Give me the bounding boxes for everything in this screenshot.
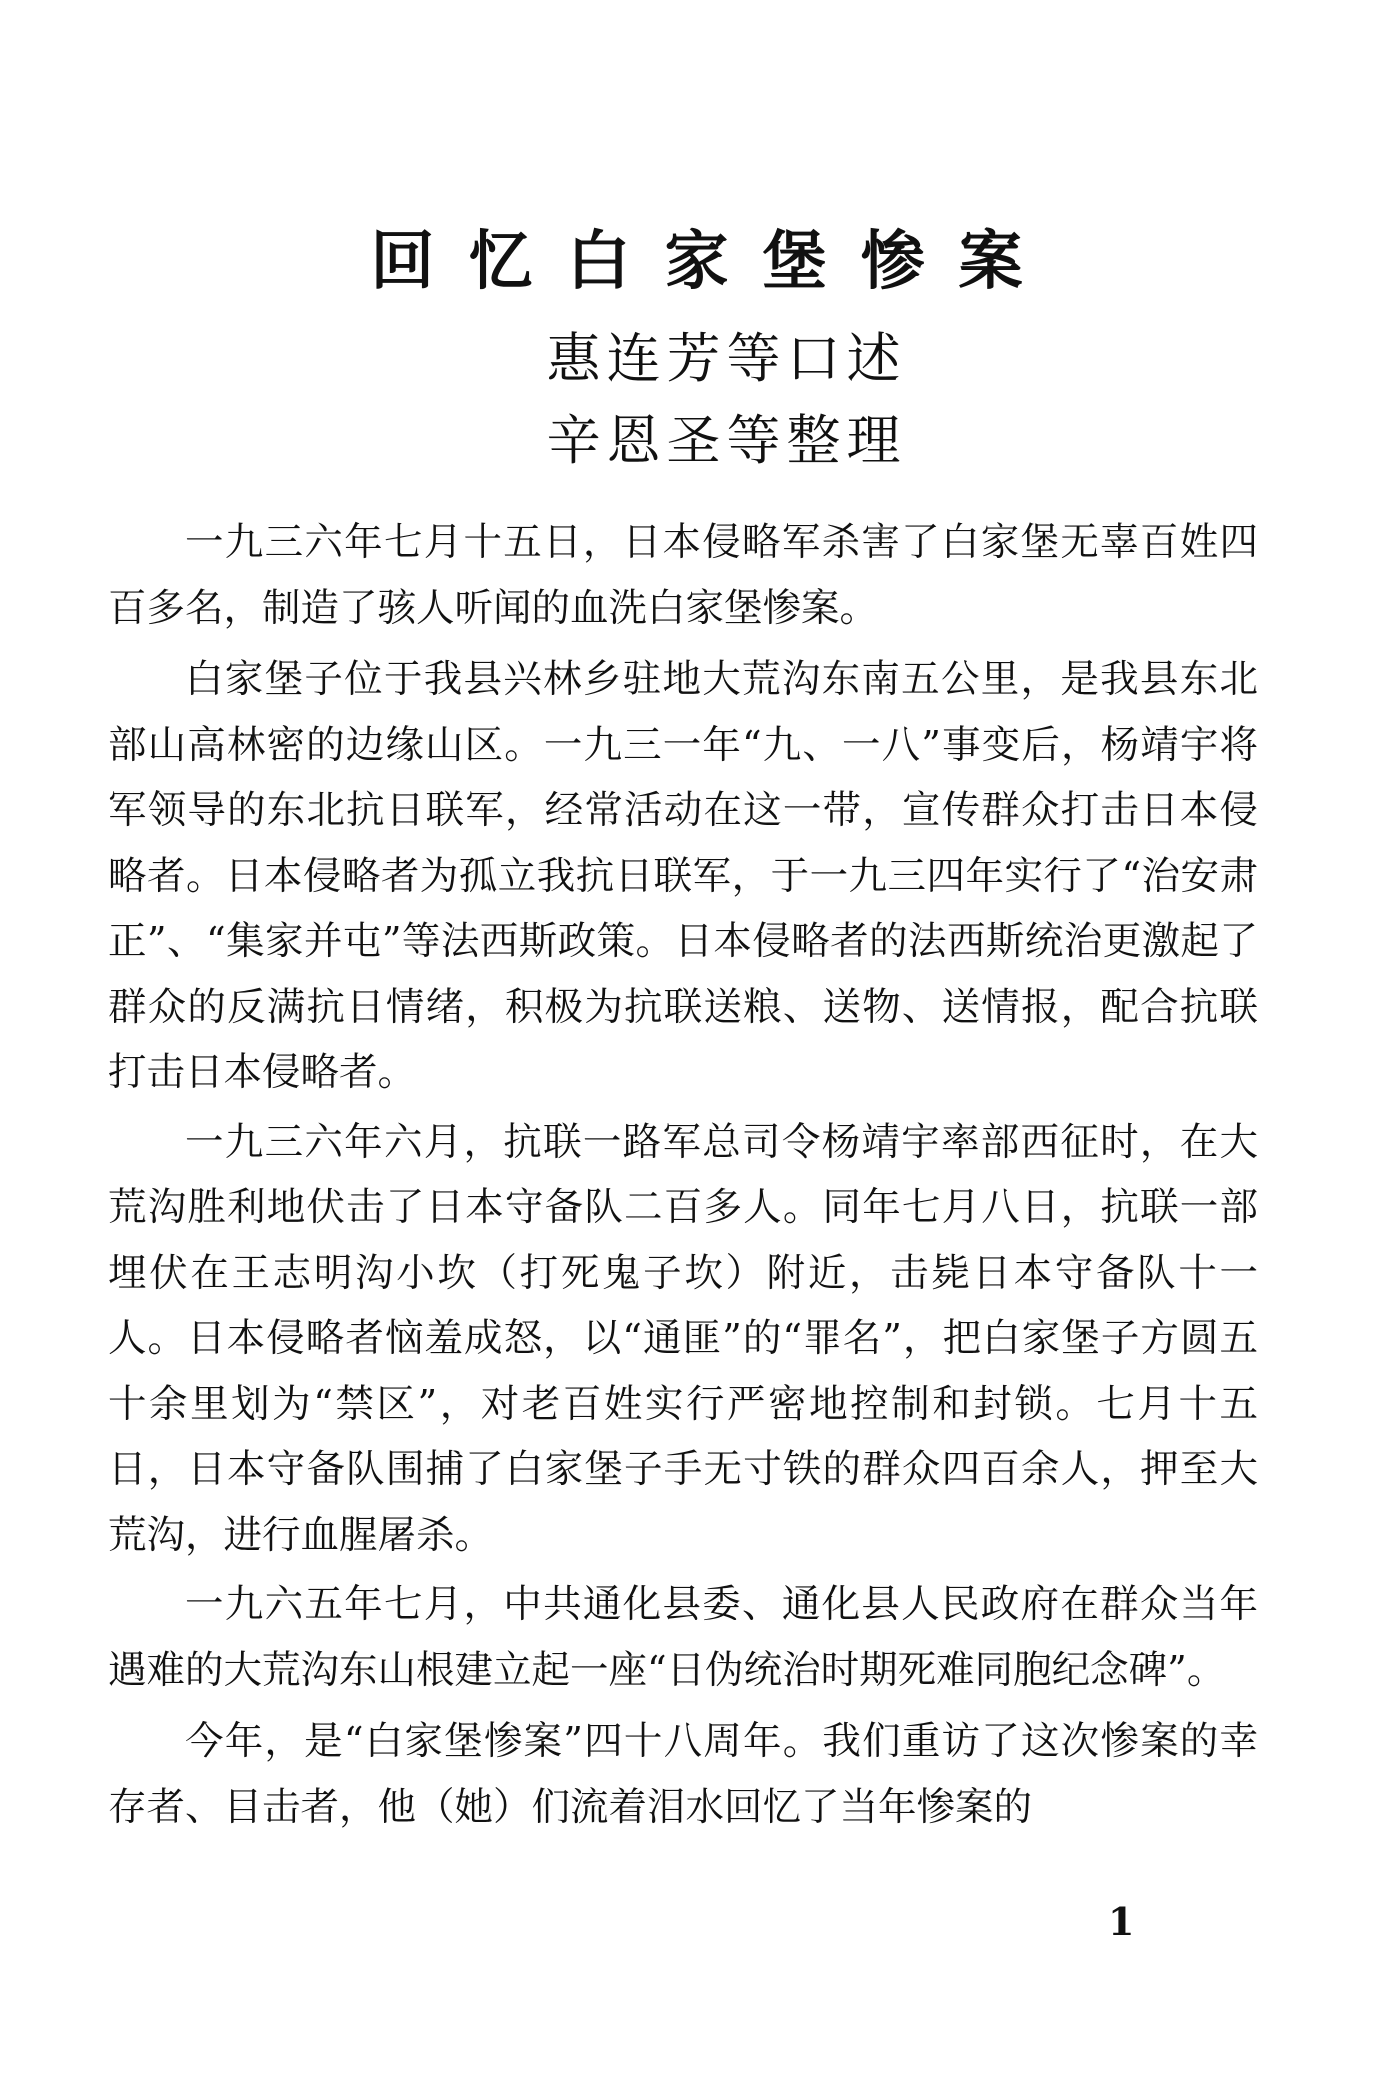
- document-title: 回忆白家堡惨案: [370, 224, 1057, 299]
- paragraph: 今年，是“白家堡惨案”四十八周年。我们重访了这次惨案的幸存者、目击者，他（她）们流着泪水回忆了当年惨案的: [108, 1719, 1258, 1830]
- byline-narrators: 惠连芳等口述: [546, 327, 907, 390]
- paragraph: 一九三六年六月，抗联一路军总司令杨靖宇率部西征时，在大荒沟胜利地伏击了日本守备队二百多人。同年七月八日，抗联一部埋伏在王志明沟小坎（打死鬼子坎）附近，击毙日本守备队十一人。日本侵略者恼羞成怒，以“通匪”的“罪名”，把白家堡子方圆五十余里划为“禁区”，对老百姓实行严密地控制和封锁。七月十五日，日本守备队围捕了白家堡子手无寸铁的群众四百余人，押至大荒沟，进行血腥屠杀。: [108, 1119, 1258, 1558]
- paragraph: 一九六五年七月，中共通化县委、通化县人民政府在群众当年遇难的大荒沟东山根建立起一座“日伪统治时期死难同胞纪念碑”。: [108, 1582, 1258, 1693]
- paragraph: 一九三六年七月十五日，日本侵略军杀害了白家堡无辜百姓四百多名，制造了骇人听闻的血洗白家堡惨案。: [108, 520, 1258, 631]
- byline-editors: 辛恩圣等整理: [546, 409, 907, 472]
- article-body: [108, 510, 1258, 1840]
- paragraph: 白家堡子位于我县兴林乡驻地大荒沟东南五公里，是我县东北部山高林密的边缘山区。一九三一年“九、一八”事变后，杨靖宇将军领导的东北抗日联军，经常活动在这一带，宣传群众打击日本侵略者。日本侵略者为孤立我抗日联军，于一九三四年实行了“治安肃正”、“集家并屯”等法西斯政策。日本侵略者的法西斯统治更激起了群众的反满抗日情绪，积极为抗联送粮、送物、送情报，配合抗联打击日本侵略者。: [108, 657, 1258, 1095]
- page-number: 1: [1108, 1899, 1135, 1944]
